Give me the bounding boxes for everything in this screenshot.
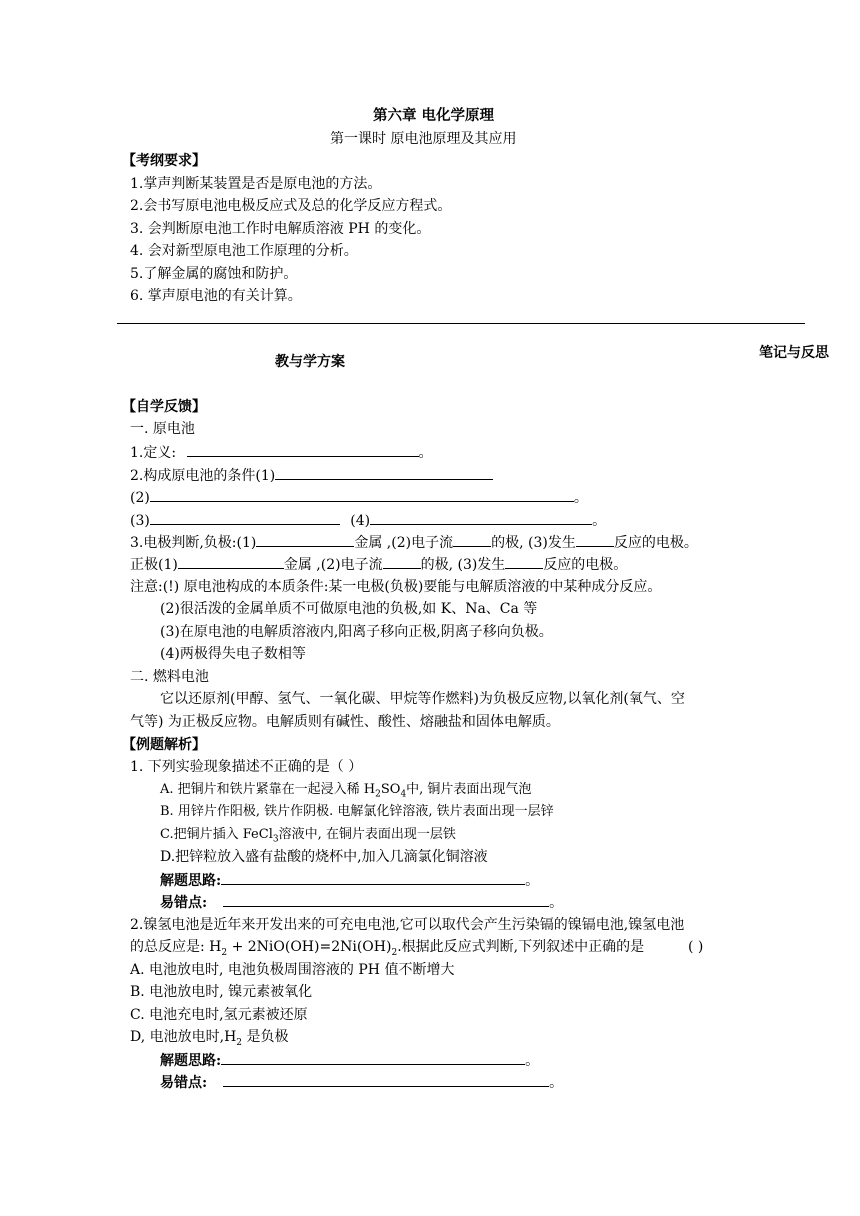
text: 反应的电极。 — [543, 557, 628, 573]
answer-blank[interactable] — [383, 554, 421, 569]
examples-heading: 【例题解析】 — [122, 737, 206, 753]
negative-electrode-line — [130, 532, 698, 553]
punct: 。 — [418, 445, 433, 461]
requirement-item: 2.会书写原电池电极反应式及总的化学反应方程式。 — [130, 198, 452, 214]
text: 金属 ,(2)电子流 — [283, 557, 383, 573]
option-a — [160, 780, 531, 800]
pitfall-line — [160, 1072, 563, 1093]
requirement-item: 1.掌声判断某装置是否是原电池的方法。 — [130, 176, 382, 192]
text: 金属 ,(2)电子流 — [354, 535, 454, 551]
question-stem: 1. 下列实验现象描述不正确的是（ ） — [130, 759, 363, 775]
condition-label: (4) — [350, 513, 371, 529]
answer-paren: ( ) — [688, 939, 704, 955]
punct: 。 — [549, 895, 564, 911]
positive-electrode-line — [130, 554, 627, 575]
conditions-label: 2.构成原电池的条件(1) — [130, 468, 276, 484]
conditions-line — [130, 465, 493, 486]
paragraph-line: 它以还原剂(甲醇、氢气、一氧化碳、甲烷等作燃料)为负极反应物,以氧化剂(氧气、空 — [160, 691, 685, 707]
definition-label: 1.定义: — [130, 445, 177, 461]
answer-blank[interactable] — [150, 510, 340, 525]
thinking-line — [160, 870, 539, 891]
lesson-title: 第一课时 原电池原理及其应用 — [330, 131, 517, 147]
subscript: 3 — [272, 834, 279, 845]
punct: 。 — [573, 490, 588, 506]
subscript: 2 — [221, 947, 228, 958]
condition-3-4-line — [130, 510, 606, 531]
option-b: B. 电池放电时, 镍元素被氧化 — [130, 984, 313, 1000]
note-line: 注意:(!) 原电池构成的本质条件:某一电极(负极)要能与电解质溶液的中某种成分反应。 — [130, 579, 662, 595]
answer-blank[interactable] — [223, 1072, 549, 1087]
text: + 2NiO(OH)=2Ni(OH) — [227, 939, 392, 955]
self-study-heading: 【自学反馈】 — [122, 399, 206, 415]
text: 是负极 — [242, 1029, 289, 1045]
condition-label: (2) — [130, 490, 150, 506]
option-b: B. 用锌片作阳极, 铁片作阴极. 电解氯化锌溶液, 铁片表面出现一层锌 — [160, 804, 554, 819]
thinking-line — [160, 1050, 539, 1071]
answer-blank[interactable] — [178, 554, 284, 569]
option-c: C. 电池充电时,氢元素被还原 — [130, 1007, 308, 1023]
answer-blank[interactable] — [150, 487, 574, 502]
punct: 。 — [592, 513, 607, 529]
subscript: 2 — [391, 947, 398, 958]
text: 的极, (3)发生 — [491, 535, 576, 551]
chapter-title: 第六章 电化学原理 — [373, 107, 495, 124]
option-a: A. 电池放电时, 电池负极周围溶液的 PH 值不断增大 — [130, 962, 455, 978]
answer-blank[interactable] — [505, 554, 543, 569]
label: 易错点: — [160, 895, 208, 911]
label: 解题思路: — [160, 873, 222, 889]
text: SO — [380, 782, 401, 797]
text: C.把铜片插入 FeCl — [160, 827, 273, 842]
answer-blank[interactable] — [576, 532, 614, 547]
note-line: (4)两极得失电子数相等 — [160, 646, 306, 662]
text: D, 电池放电时,H — [130, 1029, 237, 1045]
subscript: 2 — [375, 789, 381, 800]
subscript: 4 — [400, 789, 407, 800]
answer-blank[interactable] — [221, 870, 525, 885]
answer-blank[interactable] — [453, 532, 491, 547]
subscript: 2 — [236, 1037, 243, 1048]
section-heading: 二. 燃料电池 — [130, 669, 209, 685]
answer-blank[interactable] — [275, 465, 493, 480]
plan-title: 教与学方案 — [275, 354, 345, 370]
text: 的总反应是: H — [130, 939, 222, 955]
condition-2-line — [130, 487, 588, 508]
pitfall-line — [160, 892, 563, 913]
definition-line — [130, 442, 433, 463]
question-stem-line2 — [130, 937, 644, 957]
paragraph-line: 气等) 为正极反应物。电解质则有碱性、酸性、熔融盐和固体电解质。 — [130, 714, 560, 730]
text: A. 把铜片和铁片紧靠在一起浸入稀 H — [160, 782, 376, 797]
notes-title: 笔记与反思 — [759, 345, 829, 361]
question-stem: 2.镍氢电池是近年来开发出来的可充电电池,它可以取代会产生污染镉的镍镉电池,镍氢电池 — [130, 917, 685, 933]
condition-label: (3) — [130, 513, 150, 529]
answer-blank[interactable] — [187, 442, 419, 457]
section-heading: 一. 原电池 — [130, 421, 195, 437]
divider-line — [117, 323, 805, 324]
answer-blank[interactable] — [256, 532, 354, 547]
text: 3.电极判断,负极:(1) — [130, 535, 257, 551]
option-d — [130, 1027, 288, 1047]
requirement-item: 4. 会对新型原电池工作原理的分析。 — [130, 243, 358, 259]
text: .根据此反应式判断,下列叙述中正确的是 — [397, 939, 645, 955]
text: 中, 铜片表面出现气泡 — [406, 782, 532, 797]
answer-blank[interactable] — [370, 510, 592, 525]
note-line: (3)在原电池的电解质溶液内,阳离子移向正极,阴离子移向负极。 — [160, 624, 553, 640]
option-d: D.把锌粒放入盛有盐酸的烧杯中,加入几滴氯化铜溶液 — [160, 849, 488, 865]
text: 溶液中, 在铜片表面出现一层铁 — [278, 827, 456, 842]
text: 正极(1) — [130, 557, 178, 573]
punct: 。 — [549, 1075, 564, 1091]
punct: 。 — [525, 1053, 540, 1069]
answer-blank[interactable] — [221, 1050, 525, 1065]
requirement-item: 6. 掌声原电池的有关计算。 — [130, 288, 302, 304]
answer-blank[interactable] — [223, 892, 549, 907]
text: 反应的电极。 — [613, 535, 698, 551]
punct: 。 — [525, 873, 540, 889]
label: 易错点: — [160, 1075, 208, 1091]
label: 解题思路: — [160, 1053, 222, 1069]
option-c — [160, 825, 456, 845]
note-line: (2)很活泼的金属单质不可做原电池的负极,如 K、Na、Ca 等 — [160, 601, 538, 617]
requirements-heading: 【考纲要求】 — [122, 153, 206, 169]
requirement-item: 5.了解金属的腐蚀和防护。 — [130, 266, 298, 282]
requirement-item: 3. 会判断原电池工作时电解质溶液 PH 的变化。 — [130, 221, 431, 237]
text: 的极, (3)发生 — [420, 557, 506, 573]
